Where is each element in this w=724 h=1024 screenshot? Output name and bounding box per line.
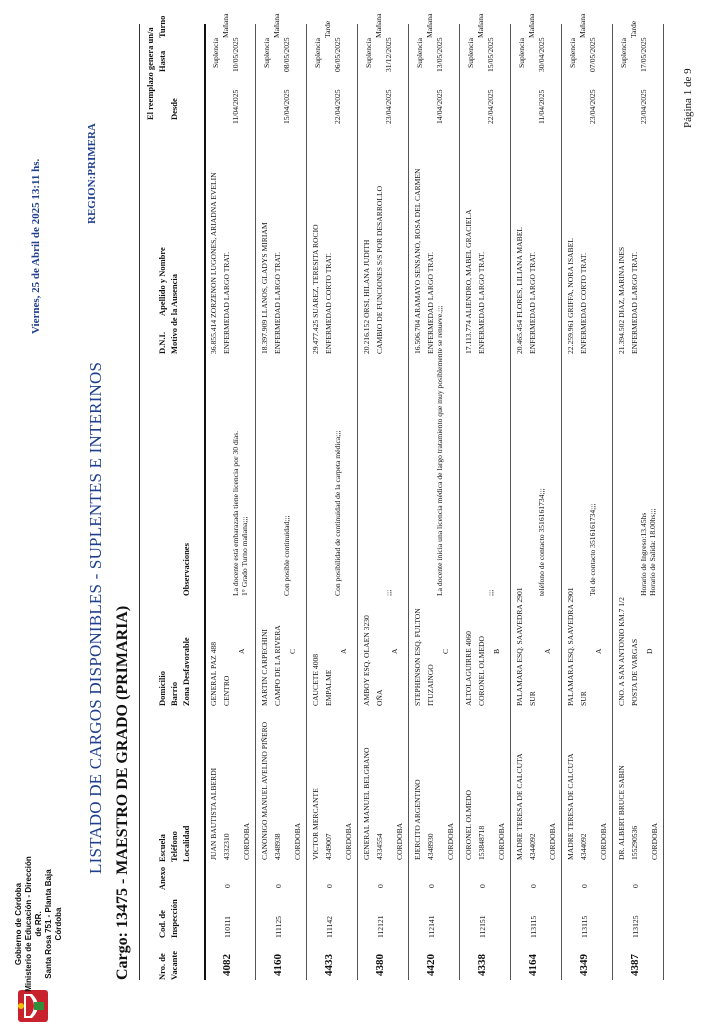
- header-divider: [139, 24, 140, 980]
- col-hasta: Hasta: [157, 50, 167, 72]
- dni-and-name: 29.477.425 SUAREZ, TERESITA ROCIO: [311, 224, 320, 354]
- unfavorable-zone: A: [339, 648, 348, 654]
- observation-line-1: Con posible continuidad;;;: [282, 515, 291, 596]
- shift: Mañana: [425, 13, 434, 38]
- school-address: PALAMARA ESQ. SAAVEDRA 2901: [566, 587, 575, 706]
- vacancy-number: 4420: [425, 954, 437, 976]
- school-phone: 4349007: [324, 833, 333, 860]
- region-label: REGION:PRIMERA: [86, 123, 98, 224]
- row-divider: [408, 24, 409, 980]
- col-reemplazo: El reemplazo genera un/a: [145, 27, 155, 120]
- col-cod-line2: Inspección: [169, 899, 179, 938]
- observation-line-1: teléfono de contacto 3516161734;;;: [537, 488, 546, 596]
- school-name: VICTOR MERCANTE: [311, 788, 320, 860]
- dni-and-name: 21.394.502 DIAZ, MARINA INES: [617, 246, 626, 354]
- replacement-type: Suplencia: [364, 38, 373, 68]
- col-dom-line2: Barrio: [169, 681, 179, 706]
- absence-reason: ENFERMEDAD CORTO TRAT.: [579, 252, 588, 354]
- col-escuela: [156, 826, 192, 862]
- inspection-code: 112151: [478, 915, 487, 938]
- school-address: CNO. A SAN ANTONIO KM.7 1/2: [617, 597, 626, 706]
- col-escuela-line3: Localidad: [181, 825, 191, 862]
- school-name: MADRE TERESA DE CALCUTA: [566, 753, 575, 860]
- col-anexo: Anexo: [157, 866, 167, 890]
- school-phone: 4344092: [579, 833, 588, 860]
- school-barrio: CORONEL OLMEDO: [477, 636, 486, 706]
- shift: Mañana: [476, 13, 485, 38]
- unfavorable-zone: C: [441, 648, 450, 654]
- vacancy-row: [410, 13, 460, 980]
- absence-reason: ENFERMEDAD LARGO TRAT.: [273, 251, 282, 354]
- inspection-code: 112121: [376, 915, 385, 938]
- vacancy-row: [206, 13, 256, 980]
- replacement-type: Suplencia: [211, 38, 220, 68]
- vacancy-number: 4160: [272, 954, 284, 976]
- school-address: ALTOLAGUIRRE 4060: [464, 631, 473, 706]
- replacement-type: Suplencia: [466, 38, 475, 68]
- dni-and-name: 20.465.454 FLORES, LILIANA MABEL: [515, 227, 524, 354]
- dni-and-name: 18.397.909 LLANOS, GLADYS MIRIAM: [260, 222, 269, 354]
- date-to: 10/05/2025: [231, 37, 240, 72]
- observation-line-1: Horario de Ingreso:13.45hs: [639, 512, 648, 596]
- school-locality: CORDOBA: [395, 822, 404, 860]
- row-divider: [357, 24, 358, 980]
- col-nro-vacante: [156, 951, 180, 980]
- gov-line-2: Ministerio de Educación - Dirección de RR.: [24, 856, 43, 992]
- vacancy-number: 4349: [578, 954, 590, 976]
- report-datetime: Viernes, 25 de Abril de 2025 13:11 hs.: [30, 158, 42, 334]
- school-address: PALAMARA ESQ. SAAVEDRA 2901: [515, 587, 524, 706]
- col-domicilio: [156, 637, 192, 706]
- vacancy-number: 4164: [527, 954, 539, 976]
- date-from: 11/04/2025: [231, 89, 240, 124]
- anexo-value: 0: [631, 884, 640, 888]
- anexo-value: 0: [529, 884, 538, 888]
- inspection-code: 113115: [580, 915, 589, 938]
- col-turno: Turno: [157, 15, 167, 38]
- school-name: EJERCITO ARGENTINO: [413, 779, 422, 860]
- col-cod-inspeccion: [156, 899, 180, 938]
- report-title: LISTADO DE CARGOS DISPONIBLES - SUPLENTES E INTERINOS: [86, 361, 105, 874]
- table-header: [142, 15, 206, 980]
- col-dni-line2: Apellido y Nombre: [157, 247, 167, 316]
- shift: Mañana: [527, 13, 536, 38]
- date-from: 23/04/2025: [588, 89, 597, 124]
- cargo-heading: Cargo: 13475 - MAESTRO DE GRADO (PRIMARIA): [114, 605, 131, 980]
- school-phone: 4332310: [222, 833, 231, 860]
- col-escuela-line1: Escuela: [157, 834, 167, 862]
- school-barrio: OÑA: [375, 689, 384, 706]
- col-cod-line1: Cod. de: [157, 910, 167, 938]
- school-phone: 4334554: [375, 833, 384, 860]
- dni-and-name: 17.113.774 ALIENDRO, MABEL GRACIELA: [464, 209, 473, 354]
- school-locality: CORDOBA: [344, 822, 353, 860]
- dni-and-name: 36.855.414 ZORZENON LUGONES, ARIADNA EVELIN: [209, 172, 218, 354]
- school-locality: CORDOBA: [599, 822, 608, 860]
- school-barrio: SUR: [528, 691, 537, 706]
- school-locality: CORDOBA: [293, 822, 302, 860]
- school-phone: 4348930: [426, 833, 435, 860]
- vacancy-row: [614, 20, 664, 980]
- school-address: CAUCETE 4008: [311, 653, 320, 706]
- school-name: CORONEL OLMEDO: [464, 790, 473, 860]
- vacancy-row: [461, 13, 511, 980]
- school-phone: 155290536: [630, 825, 639, 860]
- row-divider: [255, 24, 256, 980]
- vacancy-number: 4387: [629, 954, 641, 976]
- anexo-value: 0: [478, 884, 487, 888]
- school-address: STEPHENSON ESQ. FULTON: [413, 608, 422, 706]
- vacancy-row: [359, 13, 409, 980]
- date-from: 14/04/2025: [435, 89, 444, 124]
- absence-reason: ENFERMEDAD LARGO TRAT.: [630, 251, 639, 354]
- anexo-value: 0: [325, 884, 334, 888]
- dni-and-name: 20.216.152 ORSI, HILANA JUDITH: [362, 239, 371, 354]
- date-from: 22/04/2025: [333, 89, 342, 124]
- anexo-value: 0: [223, 884, 232, 888]
- dni-and-name: 16.506.704 ARAMAYO SENSANO, ROSA DEL CARMEN: [413, 168, 422, 354]
- school-barrio: SUR: [579, 691, 588, 706]
- vacancy-row: [512, 13, 562, 980]
- school-locality: CORDOBA: [497, 822, 506, 860]
- vacancy-number: 4433: [323, 954, 335, 976]
- absence-reason: ENFERMEDAD LARGO TRAT.: [222, 251, 231, 354]
- observation-line-1: Con posibilidad de continuidad de la carpeta médica;;;: [333, 430, 342, 596]
- date-to: 13/05/2025: [435, 37, 444, 72]
- col-dom-line1: Domicilio: [157, 671, 167, 706]
- school-name: MADRE TERESA DE CALCUTA: [515, 753, 524, 860]
- absence-reason: ENFERMEDAD LARGO TRAT.: [426, 251, 435, 354]
- school-barrio: POSTA DE VARGAS: [630, 638, 639, 706]
- unfavorable-zone: A: [594, 648, 603, 654]
- date-from: 22/04/2025: [486, 89, 495, 124]
- inspection-code: 110111: [223, 916, 232, 938]
- unfavorable-zone: A: [543, 648, 552, 654]
- vacancy-number: 4338: [476, 954, 488, 976]
- unfavorable-zone: B: [492, 648, 501, 654]
- school-name: CANONIGO MANUEL AVELINO PIÑERO: [260, 721, 269, 860]
- col-dni-line3: Motivo de la Ausencia: [169, 273, 179, 354]
- replacement-type: Suplencia: [568, 38, 577, 68]
- replacement-type: Suplencia: [262, 38, 271, 68]
- row-divider: [612, 24, 613, 980]
- observation-line-1: La docente está embarazada tiene licencia por 30 días.: [231, 430, 240, 596]
- inspection-code: 111125: [274, 916, 283, 938]
- observation-line-1: Tel de contacto 3516161734;;;: [588, 503, 597, 596]
- shift: Tarde: [629, 20, 638, 38]
- col-dni-line1: D.N.I.: [157, 332, 167, 354]
- observation-line-1: La docente inicia una licencia médica de largo tratamiento que muy posiblemente se renueve.;;;: [435, 305, 444, 596]
- vacancy-row: [563, 13, 613, 980]
- inspection-code: 111142: [325, 916, 334, 938]
- date-from: 23/04/2025: [639, 89, 648, 124]
- date-to: 30/04/2025: [537, 37, 546, 72]
- date-to: 06/05/2025: [333, 37, 342, 72]
- school-phone: 4348938: [273, 833, 282, 860]
- date-to: 15/05/2025: [486, 37, 495, 72]
- anexo-value: 0: [580, 884, 589, 888]
- vacancy-row: [257, 13, 307, 980]
- school-name: GENERAL MANUEL BELGRANO: [362, 747, 371, 860]
- observation-line-2: 1° Grado Turno mañana;;;: [240, 516, 249, 596]
- school-phone: 4344092: [528, 833, 537, 860]
- replacement-type: Suplencia: [517, 38, 526, 68]
- unfavorable-zone: D: [645, 648, 654, 654]
- school-locality: CORDOBA: [650, 822, 659, 860]
- col-nro-line1: Nro. de: [157, 953, 167, 980]
- row-divider: [306, 24, 307, 980]
- school-barrio: ITUZAINGO: [426, 664, 435, 706]
- col-desde: Desde: [169, 98, 179, 120]
- anexo-value: 0: [427, 884, 436, 888]
- gov-line-1: Gobierno de Córdoba: [14, 882, 23, 966]
- inspection-code: 113125: [631, 915, 640, 938]
- school-address: AMBOY ESQ. OLAEN 3230: [362, 615, 371, 706]
- observation-line-1: ;;;: [486, 589, 495, 596]
- vacancy-row: [308, 20, 358, 980]
- shift: Tarde: [323, 20, 332, 38]
- date-to: 31/12/2025: [384, 37, 393, 72]
- shift: Mañana: [374, 13, 383, 38]
- date-from: 15/04/2025: [282, 89, 291, 124]
- date-from: 23/04/2025: [384, 89, 393, 124]
- school-locality: CORDOBA: [242, 822, 251, 860]
- date-to: 07/05/2025: [588, 37, 597, 72]
- dni-and-name: 22.259.961 GRIFFA, NORA ISABEL: [566, 238, 575, 354]
- replacement-type: Suplencia: [313, 38, 322, 68]
- page-number: Página 1 de 9: [682, 68, 694, 128]
- row-divider: [510, 24, 511, 980]
- school-barrio: CENTRO: [222, 675, 231, 706]
- school-barrio: EMPALME: [324, 669, 333, 706]
- school-locality: CORDOBA: [446, 822, 455, 860]
- absence-reason: ENFERMEDAD LARGO TRAT.: [477, 251, 486, 354]
- absence-reason: ENFERMEDAD CORTO TRAT.: [324, 252, 333, 354]
- col-escuela-line2: Teléfono: [169, 831, 179, 862]
- unfavorable-zone: A: [390, 648, 399, 654]
- school-address: MARTIN CARPECHINI: [260, 629, 269, 706]
- anexo-value: 0: [376, 884, 385, 888]
- date-to: 08/05/2025: [282, 37, 291, 72]
- unfavorable-zone: A: [237, 648, 246, 654]
- gov-line-3: Santa Rosa 751 - Planta Baja Córdoba: [44, 869, 63, 979]
- row-divider: [663, 24, 664, 980]
- absence-reason: ENFERMEDAD LARGO TRAT.: [528, 251, 537, 354]
- school-name: JUAN BAUTISTA ALBERDI: [209, 767, 218, 860]
- shift: Mañana: [221, 13, 230, 38]
- date-from: 11/04/2025: [537, 89, 546, 124]
- shift: Mañana: [578, 13, 587, 38]
- col-nro-line2: Vacante: [169, 951, 179, 980]
- col-dom-line3: Zona Desfavorable: [181, 637, 191, 706]
- school-name: DR. ALBERT BRUCE SABIN: [617, 765, 626, 860]
- replacement-type: Suplencia: [619, 38, 628, 68]
- inspection-code: 113115: [529, 915, 538, 938]
- anexo-value: 0: [274, 884, 283, 888]
- school-barrio: CAMPO DE LA RIVERA: [273, 625, 282, 706]
- replacement-type: Suplencia: [415, 38, 424, 68]
- observation-line-1: ;;;: [384, 589, 393, 596]
- school-address: GENERAL PAZ 488: [209, 642, 218, 706]
- col-dni-nombre: [156, 247, 180, 354]
- government-heading: [14, 854, 64, 994]
- vacancy-number: 4380: [374, 954, 386, 976]
- col-observaciones: Observaciones: [181, 543, 191, 596]
- inspection-code: 112141: [427, 915, 436, 938]
- row-divider: [561, 24, 562, 980]
- date-to: 17/05/2025: [639, 37, 648, 72]
- vacancy-number: 4082: [221, 954, 233, 976]
- school-phone: 153848718: [477, 825, 486, 860]
- shift: Mañana: [272, 13, 281, 38]
- row-divider: [459, 24, 460, 980]
- school-locality: CORDOBA: [548, 822, 557, 860]
- unfavorable-zone: C: [288, 648, 297, 654]
- absence-reason: CAMBIO DE FUNCIONES S/S POR DESARROLLO: [375, 185, 384, 354]
- observation-line-2: Horario de Salida: 18.00hs;;;: [648, 508, 657, 596]
